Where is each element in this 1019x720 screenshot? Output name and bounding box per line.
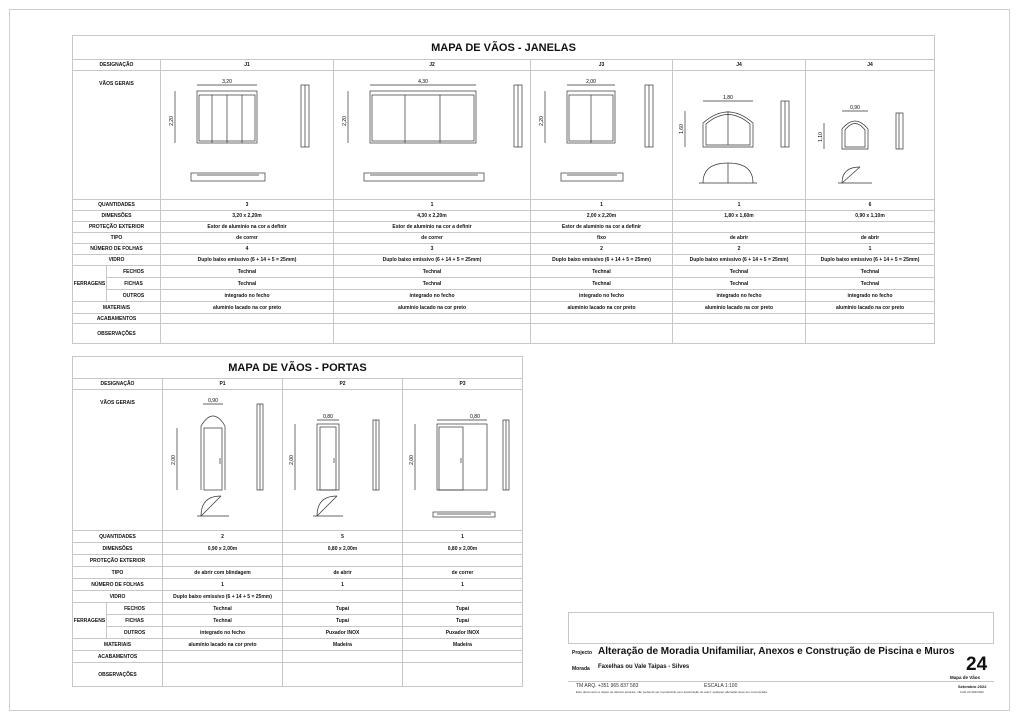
legal-disclaimer: Este documento é objeto de direitos autorais, não podendo ser reproduzido sem autorização do autor; qualquer alteração deve ser comunicada. [576,690,768,694]
door-glass: Duplo baixo emissivo (6 + 14 + 5 = 25mm) [163,591,283,603]
dimension-width: 2,00 [586,79,596,85]
door-dimensions: 0,80 x 2,00m [283,543,403,555]
window-locks: Technal [673,266,806,278]
window-hinges: Technal [531,278,673,290]
door-materials: Madeira [283,639,403,651]
label-fechos: FECHOS [107,266,161,278]
window-protection: Estor de alumínio na cor a definir [531,222,673,233]
window-other: integrado no fecho [673,290,806,302]
dimension-height: 2,20 [539,116,545,126]
window-locks: Technal [806,266,935,278]
window-type: de abrir [673,233,806,244]
window-locks: Technal [334,266,531,278]
label-tipo: TIPO [73,233,161,244]
label-fechos: FECHOS [107,603,163,615]
window-type: fixo [531,233,673,244]
label-ferragens: FERRAGENS [73,603,107,639]
window-hinges: Technal [334,278,531,290]
window-leaves: 2 [531,244,673,255]
window-glass: Duplo baixo emissivo (6 + 14 + 5 = 25mm) [531,255,673,266]
window-finish [531,314,673,324]
label-designacao: DESIGNAÇÃO [73,379,163,390]
door-finish [403,651,523,663]
dimension-height: 1,60 [679,124,685,134]
label-observacoes: OBSERVAÇÕES [73,324,161,344]
door-type: de abrir [283,567,403,579]
window-hinges: Technal [161,278,334,290]
door-notes [403,663,523,687]
label-materiais: MATERIAIS [73,639,163,651]
window-j1-drawing [161,71,334,200]
label-folhas: NÚMERO DE FOLHAS [73,579,163,591]
window-hinges: Technal [806,278,935,290]
label-folhas: NÚMERO DE FOLHAS [73,244,161,255]
door-id: P3 [403,379,523,390]
window-leaves: 2 [673,244,806,255]
window-j2-drawing [334,71,531,200]
label-fichas: FICHAS [107,615,163,627]
label-outros: OUTROS [107,627,163,639]
label-outros: OUTROS [107,290,161,302]
door-p1-drawing [163,390,283,531]
door-protection [283,555,403,567]
window-dimensions: 4,30 x 2,20m [334,211,531,222]
door-protection [163,555,283,567]
door-leaves: 1 [403,579,523,591]
window-id: J1 [161,60,334,71]
label-designacao: DESIGNAÇÃO [73,60,161,71]
label-quantidades: QUANTIDADES [73,200,161,211]
window-locks: Technal [161,266,334,278]
window-id: J4 [806,60,935,71]
label-vaos-gerais: VÃOS GERAIS [73,390,163,531]
door-dimensions: 0,90 x 2,00m [163,543,283,555]
window-glass: Duplo baixo emissivo (6 + 14 + 5 = 25mm) [806,255,935,266]
door-hinges: Tupai [403,615,523,627]
window-type: de abrir [806,233,935,244]
door-materials: Madeira [403,639,523,651]
window-j4-small-drawing [806,71,935,200]
door-id: P2 [283,379,403,390]
door-quantity: 1 [403,531,523,543]
door-locks: Technal [163,603,283,615]
door-finish [163,651,283,663]
door-leaves: 1 [283,579,403,591]
dimension-height: 2,00 [289,455,295,465]
label-quantidades: QUANTIDADES [73,531,163,543]
door-p3-drawing [403,390,523,531]
window-type: de correr [334,233,531,244]
office-phone: TM ARQ. +351 965 837 583 [576,683,639,689]
window-notes [673,324,806,344]
sheet-number: 24 [966,654,988,675]
door-notes [283,663,403,687]
label-materiais: MATERIAIS [73,302,161,314]
projecto-label: Projecto [572,650,593,656]
dimension-width: 3,20 [222,79,232,85]
window-protection: Estor de alumínio na cor a definir [334,222,531,233]
door-finish [283,651,403,663]
door-other: integrado no fecho [163,627,283,639]
door-notes [163,663,283,687]
drawing-code: CAD 22 0022/022 [960,690,984,694]
sheet-name: Mapa de Vãos [950,675,981,680]
door-leaves: 1 [163,579,283,591]
door-glass [403,591,523,603]
window-materials: alumínio lacado na cor preto [161,302,334,314]
label-fichas: FICHAS [107,278,161,290]
door-quantity: 2 [163,531,283,543]
project-address: Faxelhas ou Vale Taipas - Silves [598,664,690,670]
label-acabamentos: ACABAMENTOS [73,651,163,663]
door-quantity: 5 [283,531,403,543]
window-glass: Duplo baixo emissivo (6 + 14 + 5 = 25mm) [334,255,531,266]
window-glass: Duplo baixo emissivo (6 + 14 + 5 = 25mm) [161,255,334,266]
label-vidro: VIDRO [73,255,161,266]
sheet-date: Setembro 2022 [958,684,987,689]
label-ferragens: FERRAGENS [73,266,107,302]
window-notes [334,324,531,344]
window-id: J2 [334,60,531,71]
window-dimensions: 1,80 x 1,60m [673,211,806,222]
window-finish [806,314,935,324]
window-other: integrado no fecho [806,290,935,302]
dimension-width: 0,90 [850,105,860,111]
doors-schedule-table [72,356,523,687]
window-dimensions: 0,90 x 1,10m [806,211,935,222]
label-observacoes: OBSERVAÇÕES [73,663,163,687]
project-name: Alteração de Moradia Unifamiliar, Anexos e Construção de Piscina e Muros [598,646,955,657]
label-protecao: PROTEÇÃO EXTERIOR [73,222,161,233]
door-locks: Tupai [403,603,523,615]
window-dimensions: 2,00 x 2,20m [531,211,673,222]
door-other: Puxador INOX [283,627,403,639]
window-finish [334,314,531,324]
door-hinges: Technal [163,615,283,627]
window-leaves: 3 [334,244,531,255]
door-locks: Tupai [283,603,403,615]
dimension-width: 1,80 [723,95,733,101]
window-other: integrado no fecho [334,290,531,302]
door-p2-drawing [283,390,403,531]
label-dimensoes: DIMENSÕES [73,543,163,555]
windows-schedule-table [72,35,935,344]
label-tipo: TIPO [73,567,163,579]
window-hinges: Technal [673,278,806,290]
dimension-width: 0,80 [470,414,480,420]
dimension-height: 2,20 [342,116,348,126]
window-notes [161,324,334,344]
window-dimensions: 3,20 x 2,20m [161,211,334,222]
window-materials: alumínio lacado na cor preto [334,302,531,314]
window-leaves: 4 [161,244,334,255]
window-type: de correr [161,233,334,244]
door-hinges: Tupai [283,615,403,627]
window-id: J3 [531,60,673,71]
window-locks: Technal [531,266,673,278]
dimension-height: 2,20 [169,116,175,126]
titleblock-notes-box [568,612,994,644]
dimension-height: 2,00 [171,455,177,465]
morada-label: Morada [572,666,590,672]
drawing-scale: ESCALA 1:100 [704,683,738,689]
label-vaos-gerais: VÃOS GERAIS [73,71,161,200]
dimension-width: 0,80 [323,414,333,420]
label-acabamentos: ACABAMENTOS [73,314,161,324]
door-materials: alumínio lacado na cor preto [163,639,283,651]
window-leaves: 1 [806,244,935,255]
window-other: integrado no fecho [531,290,673,302]
door-type: de abrir com blindagem [163,567,283,579]
door-type: de correr [403,567,523,579]
door-other: Puxador INOX [403,627,523,639]
window-quantity: 6 [806,200,935,211]
window-notes [531,324,673,344]
label-protecao: PROTEÇÃO EXTERIOR [73,555,163,567]
windows-title: MAPA DE VÃOS - JANELAS [73,36,935,60]
window-quantity: 3 [161,200,334,211]
window-finish [673,314,806,324]
door-protection [403,555,523,567]
window-notes [806,324,935,344]
window-finish [161,314,334,324]
door-dimensions: 0,80 x 2,00m [403,543,523,555]
window-other: integrado no fecho [161,290,334,302]
window-protection [673,222,806,233]
window-materials: alumínio lacado na cor preto [673,302,806,314]
label-vidro: VIDRO [73,591,163,603]
titleblock-divider [568,681,994,682]
window-id: J4 [673,60,806,71]
door-id: P1 [163,379,283,390]
window-protection [806,222,935,233]
doors-title: MAPA DE VÃOS - PORTAS [73,357,523,379]
window-glass: Duplo baixo emissivo (6 + 14 + 5 = 25mm) [673,255,806,266]
window-quantity: 1 [673,200,806,211]
window-materials: alumínio lacado na cor preto [531,302,673,314]
dimension-height: 1,10 [818,132,824,142]
window-materials: alumínio lacado na cor preto [806,302,935,314]
window-quantity: 1 [531,200,673,211]
dimension-width: 0,90 [208,398,218,404]
label-dimensoes: DIMENSÕES [73,211,161,222]
dimension-width: 4,30 [418,79,428,85]
window-j3-drawing [531,71,673,200]
door-glass [283,591,403,603]
dimension-height: 2,00 [409,455,415,465]
window-protection: Estor de alumínio na cor a definir [161,222,334,233]
window-j4-drawing [673,71,806,200]
window-quantity: 1 [334,200,531,211]
